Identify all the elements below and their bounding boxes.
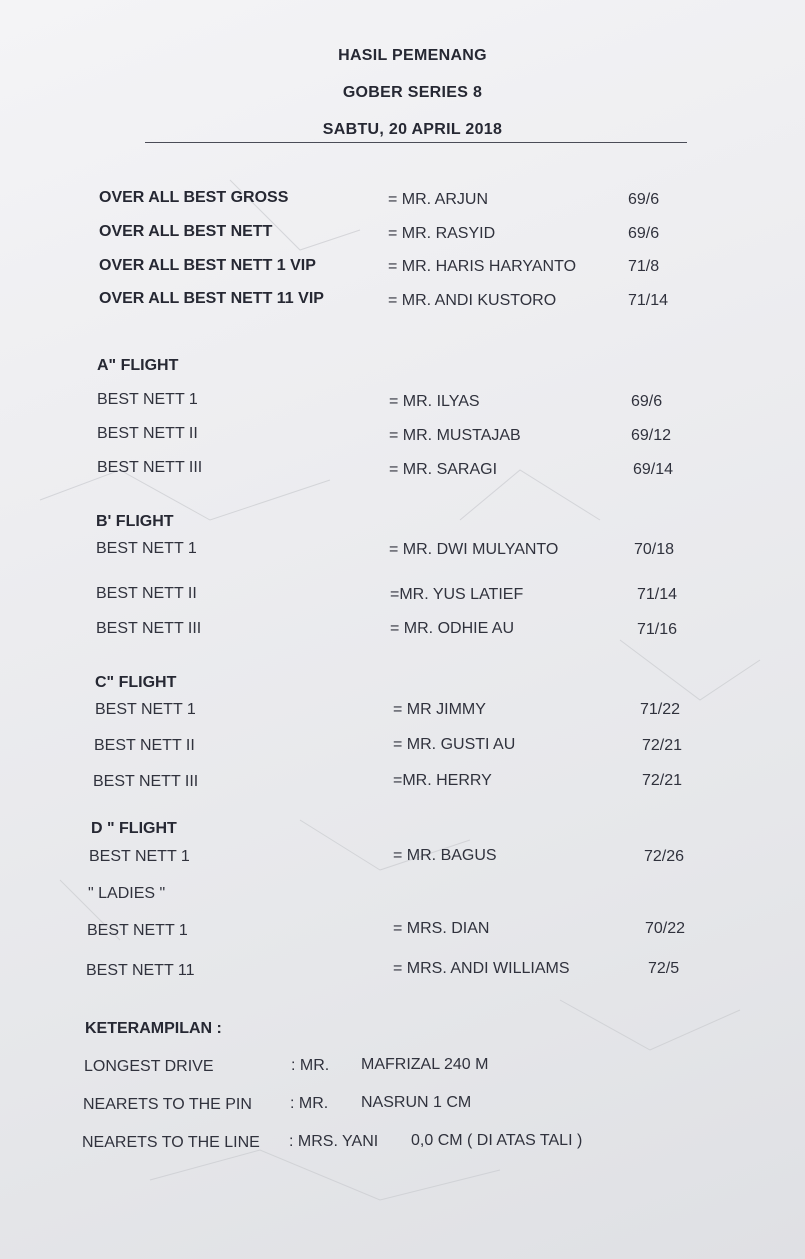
overall-category: OVER ALL BEST NETT [99, 223, 273, 240]
flight-b-winner: = MR. ODHIE AU [390, 620, 515, 637]
flight-b-category: BEST NETT III [96, 620, 202, 637]
flight-c-score: 71/22 [640, 701, 681, 718]
ladies-winner: = MRS. ANDI WILLIAMS [393, 960, 570, 977]
overall-winner: = MR. HARIS HARYANTO [388, 258, 577, 275]
flight-b-winner: = MR. DWI MULYANTO [389, 541, 559, 558]
flight-a-winner: = MR. MUSTAJAB [389, 427, 521, 444]
header-divider [145, 142, 687, 143]
overall-score: 69/6 [628, 191, 660, 208]
flight-d-winner: = MR. BAGUS [393, 847, 497, 864]
flight-b-category: BEST NETT II [96, 585, 197, 602]
overall-category: OVER ALL BEST NETT 1 VIP [99, 257, 316, 274]
flight-d-score: 72/26 [644, 848, 685, 865]
flight-c-category: BEST NETT III [93, 773, 199, 790]
ladies-title: " LADIES " [88, 885, 166, 902]
overall-score: 71/14 [628, 292, 669, 309]
overall-score: 69/6 [628, 225, 660, 242]
nearest-line-value: 0,0 CM ( DI ATAS TALI ) [411, 1132, 583, 1149]
longest-drive-label: LONGEST DRIVE [84, 1058, 214, 1075]
flight-a-winner: = MR. SARAGI [389, 461, 498, 478]
nearest-pin-title: : MR. [290, 1095, 329, 1112]
nearest-pin-label: NEARETS TO THE PIN [83, 1096, 252, 1113]
overall-winner: = MR. ANDI KUSTORO [388, 292, 557, 309]
ladies-category: BEST NETT 11 [86, 962, 195, 979]
flight-b-score: 71/14 [637, 586, 678, 603]
flight-c-winner: = MR JIMMY [393, 701, 486, 718]
nearest-line-label: NEARETS TO THE LINE [82, 1134, 260, 1151]
flight-a-winner: = MR. ILYAS [389, 393, 480, 410]
overall-winner: = MR. RASYID [388, 225, 496, 242]
longest-drive-title: : MR. [291, 1057, 330, 1074]
flight-b-score: 70/18 [634, 541, 675, 558]
nearest-pin-value: NASRUN 1 CM [361, 1094, 472, 1111]
document-title: HASIL PEMENANG [338, 47, 487, 64]
overall-category: OVER ALL BEST GROSS [99, 189, 289, 206]
flight-a-category: BEST NETT II [97, 425, 198, 442]
flight-c-score: 72/21 [642, 772, 683, 789]
nearest-line-title: : MRS. YANI [289, 1133, 379, 1150]
flight-c-category: BEST NETT II [94, 737, 195, 754]
skills-title: KETERAMPILAN : [85, 1020, 222, 1037]
flight-b-category: BEST NETT 1 [96, 540, 197, 557]
longest-drive-value: MAFRIZAL 240 M [361, 1056, 489, 1073]
flight-a-category: BEST NETT III [97, 459, 203, 476]
flight-a-category: BEST NETT 1 [97, 391, 198, 408]
overall-score: 71/8 [628, 258, 660, 275]
overall-winner: = MR. ARJUN [388, 191, 489, 208]
flight-c-title: C" FLIGHT [95, 674, 177, 691]
ladies-winner: = MRS. DIAN [393, 920, 490, 937]
ladies-score: 70/22 [645, 920, 686, 937]
flight-c-winner: = MR. GUSTI AU [393, 736, 516, 753]
flight-d-category: BEST NETT 1 [89, 848, 190, 865]
flight-c-category: BEST NETT 1 [95, 701, 196, 718]
flight-b-title: B' FLIGHT [96, 513, 174, 530]
series-name: GOBER SERIES 8 [342, 84, 483, 101]
ladies-score: 72/5 [648, 960, 680, 977]
flight-c-score: 72/21 [642, 737, 683, 754]
flight-d-title: D " FLIGHT [91, 820, 177, 837]
flight-c-winner: =MR. HERRY [393, 772, 492, 789]
overall-category: OVER ALL BEST NETT 11 VIP [99, 290, 324, 307]
flight-b-winner: =MR. YUS LATIEF [390, 586, 524, 603]
event-date: SABTU, 20 APRIL 2018 [322, 121, 503, 138]
flight-b-score: 71/16 [637, 621, 678, 638]
flight-a-score: 69/14 [633, 461, 674, 478]
flight-a-score: 69/12 [631, 427, 672, 444]
flight-a-title: A" FLIGHT [97, 357, 179, 374]
flight-a-score: 69/6 [631, 393, 663, 410]
ladies-category: BEST NETT 1 [87, 922, 188, 939]
